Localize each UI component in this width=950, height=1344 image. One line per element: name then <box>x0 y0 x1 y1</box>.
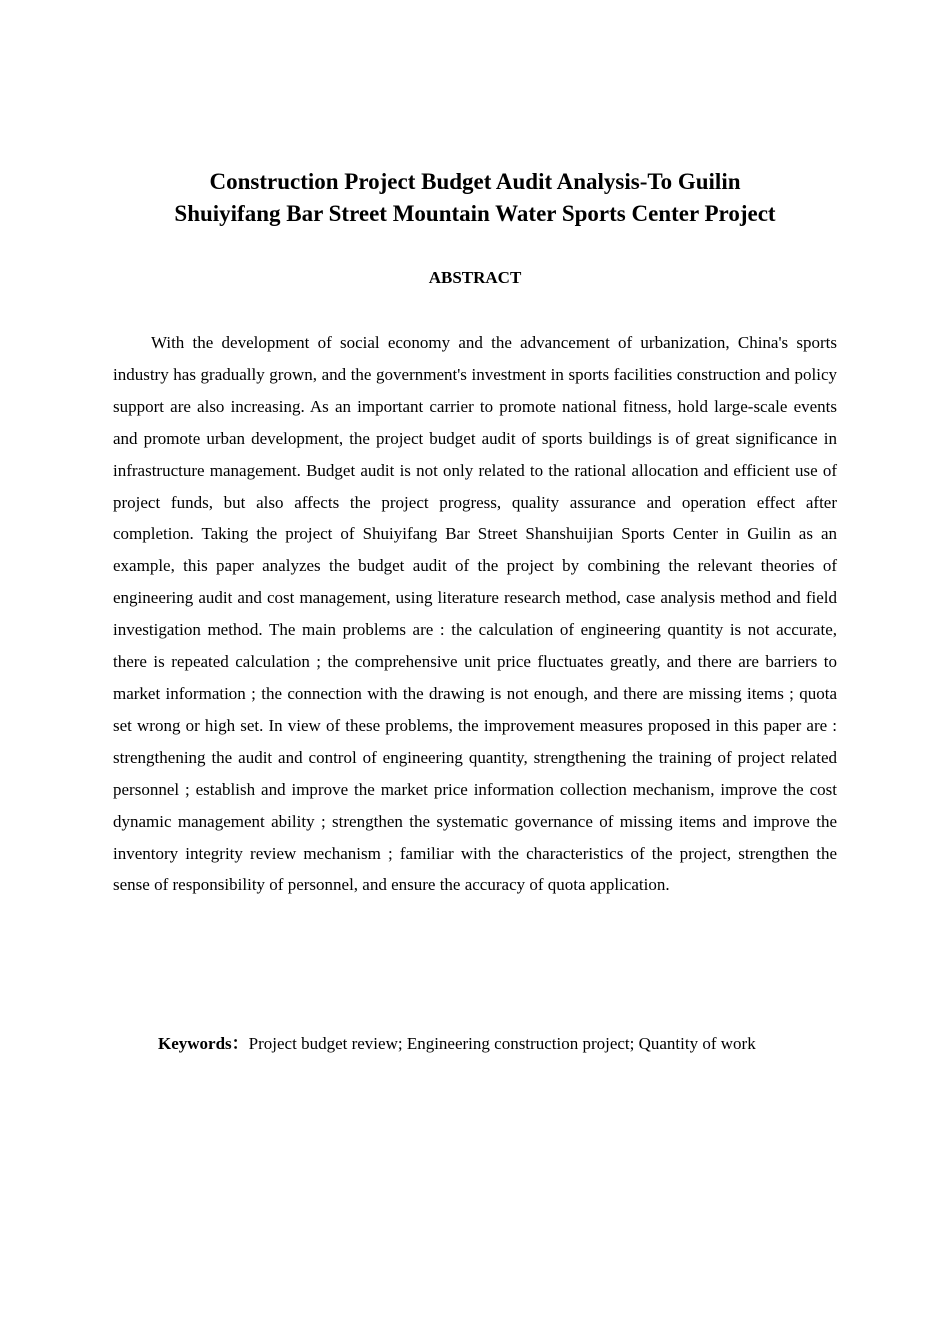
keywords-line <box>158 1031 756 1057</box>
paper-title <box>100 166 850 230</box>
keywords-label: Keywords： <box>158 1034 249 1053</box>
paper-title-line-2: Shuiyifang Bar Street Mountain Water Sports Center Project <box>174 201 776 226</box>
keywords-text: Project budget review; Engineering construction project; Quantity of work <box>248 1034 756 1053</box>
paper-title-line-1: Construction Project Budget Audit Analysis-To Guilin <box>209 169 741 194</box>
abstract-heading: ABSTRACT <box>428 268 522 287</box>
abstract-body: With the development of social economy and the advancement of urbanization, China's sports industry has gradually grown, and the government's investment in sports facilities construction and policy support are also increasing. As an important carrier to promote national fitness, hold large-scale events and promote urban development, the project budget audit of sports buildings is of great significance in infrastructure management. Budget audit is not only related to the rational allocation and efficient use of project funds, but also affects the project progress, quality assurance and operation effect after completion. Taking the project of Shuiyifang Bar Street Shanshuijian Sports Center in Guilin as an example, this paper analyzes the budget audit of the project by combining the relevant theories of engineering audit and cost management, using literature research method, case analysis method and field investigation method. The main problems are : the calculation of engineering quantity is not accurate, there is repeated calculation ; the comprehensive unit price fluctuates greatly, and there are barriers to market information ; the connection with the drawing is not enough, and there are missing items ; quota set wrong or high set. In view of these problems, the improvement measures proposed in this paper are : strengthening the audit and control of engineering quantity, strengthening the training of project related personnel ; establish and improve the market price information collection mechanism, improve the cost dynamic management ability ; strengthen the systematic governance of missing items and improve the inventory integrity review mechanism ; familiar with the characteristics of the project, strengthen the sense of responsibility of personnel, and ensure the accuracy of quota application. <box>113 333 837 895</box>
